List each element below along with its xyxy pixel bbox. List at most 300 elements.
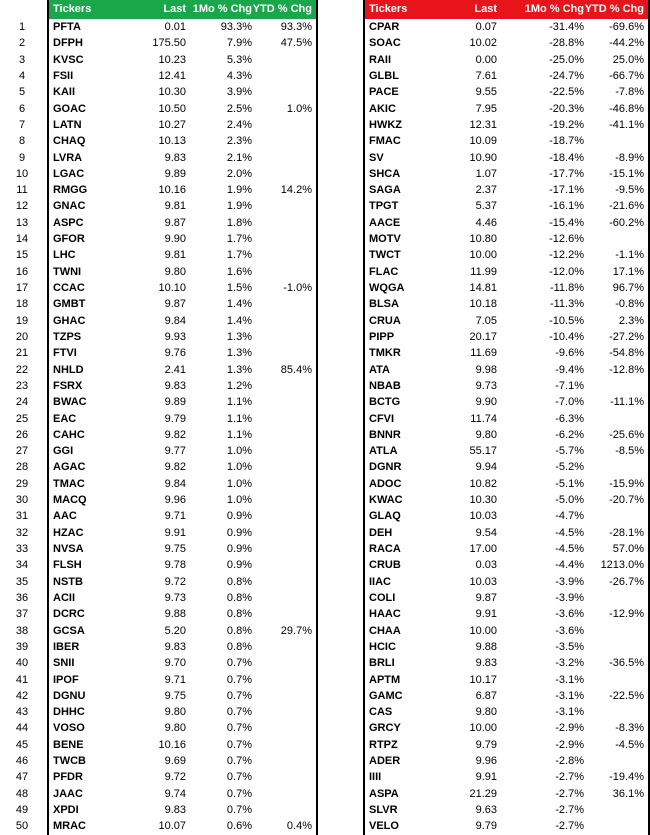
table-row: [49, 345, 316, 361]
ticker-cell: PACE: [369, 86, 399, 99]
ytd-chg-cell: -15.9%: [609, 477, 644, 490]
mo-chg-cell: 0.7%: [226, 722, 252, 735]
ytd-chg-cell: -27.2%: [609, 330, 644, 343]
row-number: 42: [15, 689, 29, 702]
last-cell: 9.72: [164, 575, 186, 588]
table-row: [365, 672, 648, 688]
last-cell: 9.77: [164, 445, 186, 458]
mo-chg-cell: -19.2%: [549, 118, 584, 131]
ytd-chg-cell: 36.1%: [612, 787, 644, 800]
ticker-cell: DFPH: [53, 37, 83, 50]
row-number: 48: [15, 787, 29, 800]
table-row: [365, 19, 648, 35]
ticker-cell: MRAC: [53, 820, 86, 833]
last-cell: 55.17: [469, 445, 497, 458]
mo-chg-cell: 1.5%: [226, 282, 252, 294]
ticker-cell: GAMC: [369, 689, 403, 702]
row-number: 34: [15, 559, 29, 572]
last-header: Last: [474, 3, 497, 15]
ytd-chg-cell: -54.8%: [609, 347, 644, 360]
ytd-chg-cell: 29.7%: [280, 624, 312, 637]
mo-chg-cell: 0.7%: [226, 771, 252, 784]
table-row: [49, 574, 316, 590]
table-row: [365, 394, 648, 410]
last-cell: 9.72: [164, 771, 186, 784]
mo-chg-cell: -9.4%: [555, 363, 584, 376]
ticker-cell: NVSA: [53, 543, 84, 555]
table-row: [49, 492, 316, 508]
mo-chg-cell: -4.5%: [555, 543, 584, 555]
ticker-cell: AGAC: [53, 461, 86, 474]
mo-chg-cell: -11.8%: [549, 282, 584, 294]
last-cell: 2.37: [475, 184, 497, 197]
row-number: 22: [15, 363, 29, 376]
ticker-cell: EAC: [53, 412, 77, 425]
mo-chg-cell: -10.4%: [549, 330, 584, 343]
ytd-chg-cell: -12.8%: [609, 363, 644, 376]
ticker-cell: FLAC: [369, 265, 399, 278]
ytd-chg-cell: -20.7%: [609, 494, 644, 507]
last-cell: 0.07: [475, 21, 497, 33]
row-number: 38: [15, 624, 29, 637]
mo-chg-cell: -7.0%: [555, 396, 584, 409]
mo-chg-cell: 5.3%: [226, 53, 252, 66]
last-cell: 4.46: [475, 216, 497, 229]
ytd-chg-cell: -36.5%: [609, 657, 644, 670]
row-number: 32: [15, 526, 29, 539]
table-row: [49, 655, 316, 671]
table-row: [49, 362, 316, 378]
mo-chg-cell: -28.8%: [549, 37, 584, 50]
mo-chg-cell: -4.4%: [555, 559, 584, 572]
ytd-chg-cell: 47.5%: [280, 37, 312, 50]
row-number: 30: [15, 494, 29, 507]
table-row: [365, 117, 648, 133]
mo-chg-cell: 2.5%: [226, 102, 252, 115]
table-row: [365, 150, 648, 166]
table-row: [49, 296, 316, 312]
last-cell: 9.90: [475, 396, 497, 409]
ticker-cell: AACE: [369, 216, 401, 229]
ticker-cell: IBER: [53, 640, 80, 653]
ticker-cell: TZPS: [53, 330, 82, 343]
ytd-chg-cell: -0.8%: [615, 298, 644, 311]
ticker-cell: BWAC: [53, 396, 87, 409]
table-row: [49, 459, 316, 475]
table-row: [49, 541, 316, 557]
ticker-cell: GFOR: [53, 233, 85, 246]
last-cell: 9.82: [164, 428, 186, 441]
ytd-chg-cell: -41.1%: [609, 118, 644, 131]
table-row: [49, 19, 316, 35]
last-cell: 9.78: [164, 559, 186, 572]
last-cell: 9.70: [164, 657, 186, 670]
last-cell: 9.83: [164, 151, 186, 164]
last-cell: 9.91: [475, 771, 497, 784]
row-number: 6: [18, 102, 26, 115]
ytd-chg-cell: -15.1%: [609, 167, 644, 180]
ticker-cell: NSTB: [53, 575, 83, 588]
mo-chg-cell: 1.8%: [226, 216, 252, 229]
last-cell: 9.69: [164, 755, 186, 768]
table-row: [365, 166, 648, 182]
table-row: [49, 786, 316, 802]
table-row: [365, 720, 648, 736]
mo-chg-cell: 0.8%: [226, 640, 252, 653]
ytd-chg-cell: 1.0%: [286, 102, 312, 115]
ticker-cell: MOTV: [369, 233, 401, 246]
ticker-cell: IIII: [369, 771, 382, 784]
mo-chg-cell: 1.1%: [226, 396, 252, 409]
last-cell: 9.89: [164, 396, 186, 409]
mo-chg-cell: -12.0%: [549, 265, 584, 278]
ticker-cell: HAAC: [369, 608, 401, 621]
last-cell: 10.16: [158, 184, 186, 197]
ticker-cell: NBAB: [369, 379, 401, 392]
ticker-cell: ADOC: [369, 477, 402, 490]
ticker-cell: CHAQ: [53, 135, 86, 148]
row-number: 19: [15, 314, 29, 327]
ticker-cell: PFDR: [53, 771, 83, 784]
ticker-cell: FTVI: [53, 347, 77, 360]
ticker-cell: PFTA: [53, 21, 81, 33]
row-number: 18: [15, 298, 29, 311]
table-row: [49, 557, 316, 573]
table-row: [365, 264, 648, 280]
last-cell: 9.84: [164, 314, 186, 327]
table-row: [49, 818, 316, 834]
ticker-cell: MACQ: [53, 494, 87, 507]
mo-chg-cell: 0.7%: [226, 689, 252, 702]
mo-chg-cell: -4.5%: [555, 526, 584, 539]
ticker-cell: DGNU: [53, 689, 86, 702]
table-row: [365, 443, 648, 459]
ticker-cell: TWNI: [53, 265, 82, 278]
ticker-cell: CCAC: [53, 282, 85, 294]
mo-chg-cell: -25.0%: [549, 53, 584, 66]
table-row: [365, 68, 648, 84]
ytd-chg-cell: -28.1%: [609, 526, 644, 539]
table-row: [365, 786, 648, 802]
last-cell: 9.80: [475, 428, 497, 441]
table-row: [49, 443, 316, 459]
last-cell: 11.99: [470, 265, 497, 278]
ticker-cell: GRCY: [369, 722, 401, 735]
last-cell: 9.83: [164, 379, 186, 392]
ticker-cell: ASPC: [53, 216, 84, 229]
ticker-cell: GOAC: [53, 102, 86, 115]
table-row: [49, 427, 316, 443]
ticker-cell: CPAR: [369, 21, 400, 33]
gainers-table: [47, 0, 318, 835]
mo-chg-cell: 4.3%: [226, 69, 252, 82]
table-row: [365, 133, 648, 149]
last-cell: 9.87: [475, 591, 497, 604]
row-number: 10: [15, 167, 29, 180]
table-row: [49, 606, 316, 622]
row-number: 31: [15, 510, 29, 523]
ytd-chg-cell: -60.2%: [609, 216, 644, 229]
table-row: [365, 52, 648, 68]
ytd-chg-header: YTD % Chg: [252, 3, 312, 15]
ticker-cell: CAHC: [53, 428, 85, 441]
table-row: [365, 655, 648, 671]
mo-chg-cell: -2.7%: [555, 820, 584, 833]
last-cell: 10.09: [469, 135, 497, 148]
row-number: 21: [15, 347, 29, 360]
table-row: [49, 720, 316, 736]
ticker-cell: FMAC: [369, 135, 401, 148]
ticker-cell: SAGA: [369, 184, 401, 197]
table-row: [49, 133, 316, 149]
table-row: [365, 590, 648, 606]
row-number: 45: [15, 738, 29, 751]
ytd-chg-cell: -26.7%: [609, 575, 644, 588]
ytd-chg-cell: 96.7%: [612, 282, 644, 294]
mo-chg-cell: 1.4%: [226, 314, 252, 327]
row-number: 15: [15, 249, 29, 262]
mo-chg-header: 1Mo % Chg: [524, 3, 584, 15]
last-cell: 0.00: [475, 53, 497, 66]
ticker-cell: HWKZ: [369, 118, 402, 131]
ticker-cell: HZAC: [53, 526, 84, 539]
mo-chg-cell: -6.2%: [555, 428, 584, 441]
ticker-cell: RMGG: [53, 184, 88, 197]
table-row: [365, 35, 648, 51]
last-cell: 9.98: [475, 363, 497, 376]
row-number: 25: [15, 412, 29, 425]
ticker-cell: JAAC: [53, 787, 83, 800]
mo-chg-cell: -3.6%: [555, 608, 584, 621]
table-row: [49, 704, 316, 720]
last-cell: 10.03: [469, 575, 497, 588]
gainers-header: [49, 0, 316, 19]
mo-chg-cell: -17.7%: [549, 167, 584, 180]
row-number: 40: [15, 657, 29, 670]
ticker-cell: WQGA: [369, 282, 405, 294]
ticker-cell: FSII: [53, 69, 74, 82]
table-row: [365, 362, 648, 378]
last-cell: 10.30: [158, 86, 186, 99]
table-row: [365, 525, 648, 541]
last-cell: 10.30: [469, 494, 497, 507]
mo-chg-cell: 1.9%: [226, 184, 252, 197]
ytd-chg-cell: -21.6%: [609, 200, 644, 213]
row-number: 14: [15, 233, 29, 246]
last-cell: 9.71: [164, 510, 186, 523]
table-row: [365, 574, 648, 590]
table-row: [49, 198, 316, 214]
mo-chg-cell: 1.3%: [226, 347, 252, 360]
last-cell: 9.54: [475, 526, 497, 539]
last-cell: 9.74: [164, 787, 186, 800]
table-row: [365, 639, 648, 655]
table-row: [49, 150, 316, 166]
mo-chg-cell: -2.7%: [555, 771, 584, 784]
mo-chg-cell: 0.7%: [226, 738, 252, 751]
row-number: 33: [15, 543, 29, 555]
last-cell: 9.83: [164, 804, 186, 816]
last-cell: 9.80: [164, 706, 186, 719]
row-number: 29: [15, 477, 29, 490]
ytd-chg-cell: 0.4%: [286, 820, 312, 833]
table-row: [49, 737, 316, 753]
ytd-chg-cell: -7.8%: [615, 86, 644, 99]
mo-chg-cell: 7.9%: [226, 37, 252, 50]
table-row: [49, 802, 316, 818]
row-number-column: [0, 19, 44, 835]
ticker-header: Tickers: [369, 3, 408, 15]
row-number: 5: [18, 86, 26, 99]
last-cell: 11.74: [470, 412, 497, 425]
mo-chg-cell: -31.4%: [549, 21, 584, 33]
table-row: [365, 623, 648, 639]
mo-chg-cell: -12.2%: [549, 249, 584, 262]
last-cell: 10.07: [158, 820, 186, 833]
mo-chg-cell: -20.3%: [549, 102, 584, 115]
table-row: [49, 508, 316, 524]
ticker-cell: RAII: [369, 53, 391, 66]
table-row: [365, 459, 648, 475]
last-cell: 9.79: [475, 738, 497, 751]
last-cell: 14.81: [469, 282, 497, 294]
ticker-cell: GMBT: [53, 298, 86, 311]
mo-chg-cell: -22.5%: [549, 86, 584, 99]
table-row: [365, 345, 648, 361]
last-cell: 9.80: [164, 722, 186, 735]
table-row: [365, 492, 648, 508]
mo-chg-cell: -2.8%: [555, 755, 584, 768]
mo-chg-cell: 0.6%: [226, 820, 252, 833]
mo-chg-cell: 1.9%: [226, 200, 252, 213]
ticker-cell: BENE: [53, 738, 84, 751]
mo-chg-cell: 1.1%: [226, 412, 252, 425]
last-cell: 9.88: [164, 608, 186, 621]
row-number: 28: [15, 461, 29, 474]
row-number: 27: [15, 445, 29, 458]
table-row: [49, 769, 316, 785]
last-cell: 10.02: [469, 37, 497, 50]
last-cell: 9.83: [164, 640, 186, 653]
last-cell: 9.80: [164, 265, 186, 278]
mo-chg-cell: 0.7%: [226, 804, 252, 816]
table-row: [365, 313, 648, 329]
ticker-cell: SOAC: [369, 37, 401, 50]
ticker-cell: PIPP: [369, 330, 395, 343]
ticker-cell: GHAC: [53, 314, 86, 327]
ticker-cell: GLBL: [369, 69, 399, 82]
mo-chg-cell: 0.8%: [226, 575, 252, 588]
ticker-cell: COLI: [369, 591, 396, 604]
last-cell: 9.83: [475, 657, 497, 670]
ytd-chg-cell: 17.1%: [612, 265, 644, 278]
last-cell: 5.20: [164, 624, 186, 637]
last-cell: 10.23: [158, 53, 186, 66]
ticker-cell: FLSH: [53, 559, 82, 572]
table-row: [49, 35, 316, 51]
ticker-cell: AAC: [53, 510, 77, 523]
row-number: 12: [15, 200, 29, 213]
table-row: [365, 606, 648, 622]
mo-chg-cell: 1.7%: [226, 233, 252, 246]
mo-chg-cell: 1.0%: [226, 445, 252, 458]
last-cell: 21.29: [469, 787, 497, 800]
ticker-cell: ASPA: [369, 787, 399, 800]
last-cell: 10.00: [469, 624, 497, 637]
mo-chg-cell: 1.3%: [226, 330, 252, 343]
last-cell: 9.94: [475, 461, 497, 474]
last-cell: 10.00: [469, 722, 497, 735]
ticker-cell: GGI: [53, 445, 74, 458]
last-cell: 9.80: [475, 706, 497, 719]
table-row: [49, 313, 316, 329]
ytd-chg-cell: 1213.0%: [600, 559, 644, 572]
mo-chg-cell: -5.2%: [555, 461, 584, 474]
mo-chg-cell: -3.2%: [555, 657, 584, 670]
table-row: [365, 688, 648, 704]
mo-chg-cell: 3.9%: [226, 86, 252, 99]
ticker-cell: VOSO: [53, 722, 85, 735]
last-cell: 9.82: [164, 461, 186, 474]
table-row: [365, 182, 648, 198]
table-row: [365, 769, 648, 785]
last-cell: 9.71: [164, 673, 186, 686]
mo-chg-cell: 0.9%: [226, 543, 252, 555]
table-row: [365, 818, 648, 834]
row-number: 43: [15, 706, 29, 719]
last-cell: 9.81: [164, 200, 186, 213]
mo-chg-cell: 0.7%: [226, 706, 252, 719]
ytd-chg-cell: -69.6%: [609, 21, 644, 33]
table-row: [365, 557, 648, 573]
ticker-cell: FSRX: [53, 379, 83, 392]
mo-chg-cell: -5.7%: [555, 445, 584, 458]
mo-chg-cell: 1.0%: [226, 494, 252, 507]
ticker-cell: CFVI: [369, 412, 395, 425]
ticker-cell: SNII: [53, 657, 75, 670]
table-row: [49, 378, 316, 394]
mo-chg-cell: -2.9%: [555, 722, 584, 735]
table-row: [365, 296, 648, 312]
ticker-cell: GNAC: [53, 200, 86, 213]
row-number: 20: [15, 330, 29, 343]
mo-chg-cell: 0.7%: [226, 787, 252, 800]
last-cell: 10.50: [158, 102, 186, 115]
last-cell: 10.03: [469, 510, 497, 523]
ticker-cell: BCTG: [369, 396, 401, 409]
ticker-cell: KVSC: [53, 53, 84, 66]
mo-chg-cell: 2.4%: [226, 118, 252, 131]
last-cell: 9.76: [164, 347, 186, 360]
ticker-cell: DHHC: [53, 706, 85, 719]
row-number: 1: [18, 21, 26, 33]
ytd-chg-cell: -11.1%: [609, 396, 644, 409]
row-number: 4: [18, 69, 26, 82]
ytd-chg-cell: -46.8%: [609, 102, 644, 115]
last-cell: 10.90: [469, 151, 497, 164]
ticker-cell: ACII: [53, 591, 75, 604]
last-cell: 9.81: [164, 249, 186, 262]
mo-chg-cell: 0.8%: [226, 608, 252, 621]
last-cell: 9.93: [164, 330, 186, 343]
mo-chg-cell: -11.3%: [549, 298, 584, 311]
row-number: 36: [15, 591, 29, 604]
ticker-cell: GLAQ: [369, 510, 401, 523]
table-row: [49, 117, 316, 133]
ticker-cell: LVRA: [53, 151, 83, 164]
table-row: [365, 427, 648, 443]
row-number: 2: [18, 37, 26, 50]
